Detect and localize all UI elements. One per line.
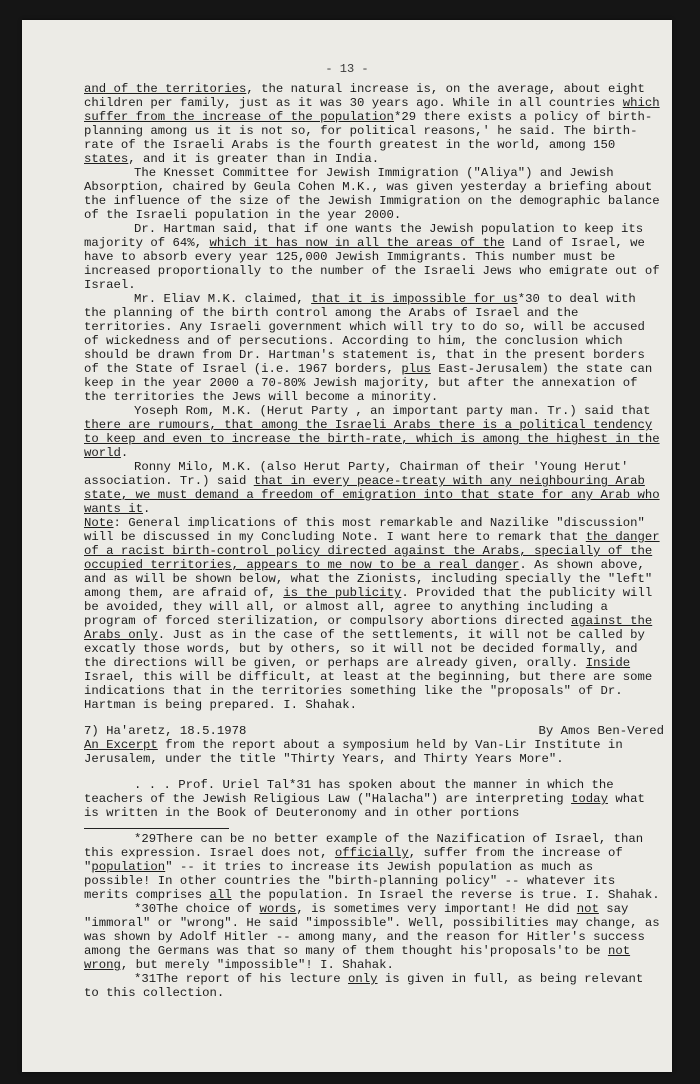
footnote-31: *31The report of his lecture only is given in full, as being relevant to this collection. <box>84 972 644 1000</box>
excerpt-intro: An Excerpt from the report about a symposium held by Van-Lir Institute in Jerusalem, under the title "Thirty Years, and Thirty Years More". <box>84 738 623 766</box>
paragraph-milo: Ronny Milo, M.K. (also Herut Party, Chairman of their 'Young Herut' association. Tr.) said that in every peace-treaty with any neighbouring Arab state, we must demand a freedom of emigration into that state for any Arab who wants it. <box>84 460 660 516</box>
footnotes <box>84 832 664 1000</box>
footnote-29: *29There can be no better example of the Nazification of Israel, than this expression. Israel does not, officially, suffer from the increase of "population" -- it tries to increase its Jewish population as much as possible! In other countries the "birth-planning policy" -- whatever its merits comprises all the population. In Israel the reverse is true. I. Shahak. <box>84 832 660 902</box>
paragraph-uriel-tal: . . . Prof. Uriel Tal*31 has spoken about the manner in which the teachers of the Jewish Religious Law ("Halacha") are interpreting today what is written in the Book of Deuteronomy and in other portions <box>84 778 645 820</box>
paragraph-rom: Yoseph Rom, M.K. (Herut Party , an important party man. Tr.) said that there are rumours, that among the Israeli Arabs there is a political tendency to keep and even to increase the birth-rate, which is among the highest in the world. <box>84 404 660 460</box>
paragraph-hartman: Dr. Hartman said, that if one wants the Jewish population to keep its majority of 64%, which it has now in all the areas of the Land of Israel, we have to absorb every year 125,000 Jewish Immigrants. This number must be increased proportionally to the number of the Israeli Jews who emigrate out of Israel. <box>84 222 660 292</box>
page-body <box>84 82 664 1000</box>
paragraph-birth-rate: and of the territories, the natural increase is, on the average, about eight children per family, just as it was 30 years ago. While in all countries which suffer from the increase of the population*29 there exists a policy of birth-planning among us it is not so, for political reasons,' he said. The birth-rate of the Israeli Arabs is the fourth greatest in the world, among 150 states, and it is greater than in India. <box>84 82 660 166</box>
typewritten-page <box>22 20 672 1072</box>
source-line <box>84 724 664 738</box>
paragraph-eliav: Mr. Eliav M.K. claimed, that it is impossible for us*30 to deal with the planning of the birth control among the Arabs of Israel and the territories. Any Israeli government which will try to do so, will be accused of wickedness and of persecutions. According to him, the conclusion which should be drawn from Dr. Hartman's statement is, that in the present borders of the State of Israel (i.e. 1967 borders, plus East-Jerusalem) the state can keep in the year 2000 a 70-80% Jewish majority, but after the annexation of the territories the Jews will become a minority. <box>84 292 653 404</box>
paragraph-knesset-committee: The Knesset Committee for Jewish Immigration ("Aliya") and Jewish Absorption, chaired by Geula Cohen M.K., was given yesterday a briefing about the influence of the size of the Jewish Immigration on the demographic balance of the Israeli population in the year 2000. <box>84 166 660 222</box>
footnote-30: *30The choice of words, is sometimes very important! He did not say "immoral" or "wrong". He said "impossible". Well, possibilities may change, as was shown by Adolf Hitler -- among many, and the reason for Hitler's success among the Germans was that so many of them thought his'proposals'to be not wrong, but merely "impossible"! I. Shahak. <box>84 902 660 972</box>
page-number: - 13 - <box>325 62 369 76</box>
source-author: By Amos Ben-Vered <box>538 724 664 738</box>
source-reference: 7) Ha'aretz, 18.5.1978 <box>84 724 247 738</box>
note-paragraph: Note: General implications of this most remarkable and Nazilike "discussion" will be discussed in my Concluding Note. I want here to remark that the danger of a racist birth-control policy directed against the Arabs, specially of the occupied territories, appears to me now to be a real danger. As shown above, and as will be shown below, what the Zionists, including specially the "left" among them, are afraid of, is the publicity. Provided that the publicity will be avoided, they will all, or almost all, agree to anything including a program of forced sterilization, or compulsory abortions directed against the Arabs only. Just as in the case of the settlements, it will not be called by excatly those words, but by others, so it will not be decided formally, and the directions will be given, or perhaps are already given, orally. Inside Israel, this will be difficult, at least at the beginning, but there are some indications that in the territories something like the "proposals" of Dr. Hartman is being prepared. I. Shahak. <box>84 516 660 712</box>
footnote-separator <box>84 828 229 829</box>
